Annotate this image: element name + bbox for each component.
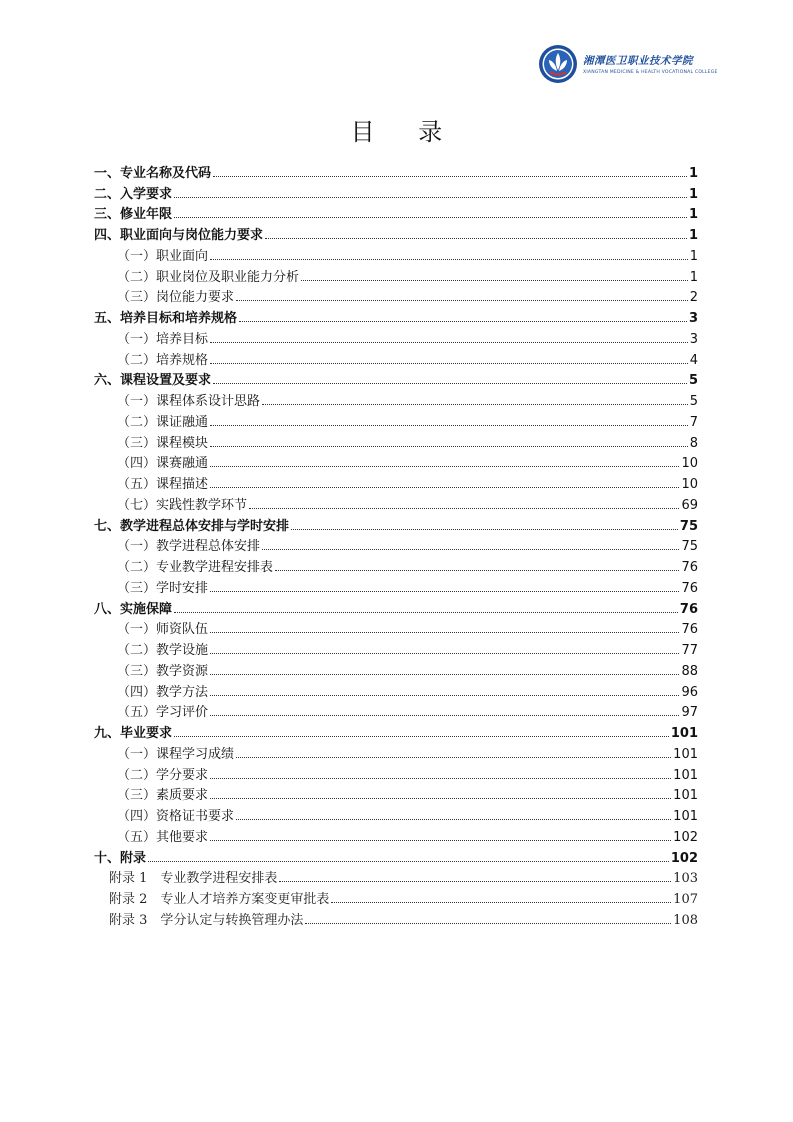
toc-entry[interactable] bbox=[94, 575, 698, 596]
toc-leader-dots bbox=[265, 238, 687, 239]
toc-entry-label: 三、修业年限 bbox=[94, 207, 173, 223]
toc-entry-label: （一）职业面向 bbox=[117, 248, 209, 264]
toc-entry[interactable] bbox=[94, 866, 698, 887]
toc-entry[interactable] bbox=[94, 637, 698, 658]
toc-entry[interactable] bbox=[94, 409, 698, 430]
toc-leader-dots bbox=[210, 425, 688, 426]
toc-leader-dots bbox=[249, 508, 679, 509]
toc-entry-label: 二、入学要求 bbox=[94, 186, 173, 202]
toc-leader-dots bbox=[210, 840, 671, 841]
toc-leader-dots bbox=[262, 404, 688, 405]
toc-entry[interactable] bbox=[94, 907, 698, 928]
toc-entry-page: 7 bbox=[689, 414, 698, 430]
toc-entry-page: 5 bbox=[688, 373, 698, 389]
toc-entry[interactable] bbox=[94, 181, 698, 202]
toc-leader-dots bbox=[210, 466, 679, 467]
toc-leader-dots bbox=[210, 259, 688, 260]
toc-entry[interactable] bbox=[94, 451, 698, 472]
toc-entry-page: 97 bbox=[681, 705, 698, 721]
toc-entry-page: 1 bbox=[689, 248, 698, 264]
toc-entry-label: （一）教学进程总体安排 bbox=[117, 539, 261, 555]
toc-entry[interactable] bbox=[94, 368, 698, 389]
toc-entry-page: 1 bbox=[688, 207, 698, 223]
toc-leader-dots bbox=[210, 632, 679, 633]
toc-entry[interactable] bbox=[94, 658, 698, 679]
toc-entry-page: 8 bbox=[689, 435, 698, 451]
toc-entry-page: 3 bbox=[688, 311, 698, 326]
toc-entry[interactable] bbox=[94, 347, 698, 368]
toc-entry-page: 76 bbox=[681, 560, 698, 575]
toc-leader-dots bbox=[236, 757, 671, 758]
toc-entry-page: 96 bbox=[681, 684, 698, 700]
toc-leader-dots bbox=[210, 363, 688, 364]
college-logo bbox=[538, 42, 718, 86]
toc-entry-page: 69 bbox=[681, 497, 698, 513]
toc-entry[interactable] bbox=[94, 762, 698, 783]
toc-entry-page: 101 bbox=[673, 788, 698, 804]
toc-entry[interactable] bbox=[94, 824, 698, 845]
toc-entry-page: 101 bbox=[670, 726, 698, 741]
toc-entry[interactable] bbox=[94, 741, 698, 762]
toc-entry-label: （四）资格证书要求 bbox=[117, 809, 235, 824]
toc-leader-dots bbox=[210, 778, 671, 779]
toc-entry-label: 十、附录 bbox=[94, 850, 147, 866]
toc-entry[interactable] bbox=[94, 845, 698, 866]
toc-entry-label: （三）教学资源 bbox=[117, 663, 209, 679]
toc-entry-label: （三）岗位能力要求 bbox=[117, 290, 235, 306]
toc-entry-label: 四、职业面向与岗位能力要求 bbox=[94, 228, 264, 243]
toc-entry-page: 107 bbox=[673, 892, 698, 907]
toc-entry-page: 101 bbox=[673, 767, 698, 783]
toc-entry-page: 102 bbox=[670, 850, 698, 866]
toc-entry-label: （二）培养规格 bbox=[117, 352, 209, 368]
toc-entry-label: 八、实施保障 bbox=[94, 601, 173, 617]
toc-leader-dots bbox=[305, 923, 671, 924]
toc-entry[interactable] bbox=[94, 554, 698, 575]
toc-entry-page: 101 bbox=[673, 746, 698, 762]
logo-chinese-name: 湘潭医卫职业技术学院 bbox=[583, 55, 693, 67]
toc-entry[interactable] bbox=[94, 471, 698, 492]
toc-entry-page: 76 bbox=[679, 601, 698, 617]
logo-english-name: XIANGTAN MEDICINE & HEALTH VOCATIONAL COLLEGE bbox=[583, 70, 718, 75]
toc-leader-dots bbox=[210, 715, 679, 716]
toc-entry-page: 4 bbox=[689, 352, 698, 368]
toc-entry-label: （二）教学设施 bbox=[117, 643, 209, 658]
toc-entry[interactable] bbox=[94, 534, 698, 555]
toc-entry-page: 1 bbox=[688, 228, 698, 243]
toc-entry-label: （二）学分要求 bbox=[117, 767, 209, 783]
toc-entry[interactable] bbox=[94, 492, 698, 513]
toc-entry[interactable] bbox=[94, 388, 698, 409]
toc-entry-label: 五、培养目标和培养规格 bbox=[94, 311, 238, 326]
toc-entry[interactable] bbox=[94, 700, 698, 721]
toc-entry[interactable] bbox=[94, 202, 698, 223]
toc-entry[interactable] bbox=[94, 513, 698, 534]
toc-entry-page: 5 bbox=[689, 394, 698, 409]
toc-entry-page: 77 bbox=[681, 643, 698, 658]
toc-entry-label: 七、教学进程总体安排与学时安排 bbox=[94, 518, 290, 534]
toc-leader-dots bbox=[210, 342, 688, 343]
toc-leader-dots bbox=[174, 197, 687, 198]
toc-leader-dots bbox=[174, 217, 687, 218]
toc-entry-label: 九、毕业要求 bbox=[94, 726, 173, 741]
toc-entry[interactable] bbox=[94, 596, 698, 617]
toc-leader-dots bbox=[210, 653, 679, 654]
toc-entry-label: 一、专业名称及代码 bbox=[94, 165, 212, 181]
toc-leader-dots bbox=[210, 695, 679, 696]
toc-entry-label: （五）其他要求 bbox=[117, 829, 209, 845]
toc-leader-dots bbox=[279, 881, 671, 882]
toc-leader-dots bbox=[210, 487, 679, 488]
toc-entry-page: 3 bbox=[689, 331, 698, 347]
toc-entry[interactable] bbox=[94, 617, 698, 638]
toc-entry-page: 10 bbox=[681, 477, 698, 492]
toc-leader-dots bbox=[213, 176, 687, 177]
toc-entry-label: 附录 3 学分认定与转换管理办法 bbox=[109, 912, 304, 928]
toc-leader-dots bbox=[148, 861, 669, 862]
toc-entry-label: （二）课证融通 bbox=[117, 414, 209, 430]
toc-entry[interactable] bbox=[94, 326, 698, 347]
toc-entry-page: 76 bbox=[681, 580, 698, 596]
toc-entry[interactable] bbox=[94, 222, 698, 243]
toc-entry-label: （三）学时安排 bbox=[117, 580, 209, 596]
toc-entry-label: （一）培养目标 bbox=[117, 331, 209, 347]
toc-leader-dots bbox=[236, 819, 671, 820]
toc-entry[interactable] bbox=[94, 720, 698, 741]
toc-leader-dots bbox=[210, 674, 679, 675]
toc-leader-dots bbox=[331, 902, 671, 903]
toc-leader-dots bbox=[210, 446, 688, 447]
toc-entry[interactable] bbox=[94, 160, 698, 181]
toc-entry-page: 75 bbox=[681, 539, 698, 555]
toc-entry[interactable] bbox=[94, 679, 698, 700]
toc-entry-page: 10 bbox=[681, 456, 698, 472]
college-emblem-icon bbox=[538, 44, 578, 84]
toc-entry[interactable] bbox=[94, 285, 698, 306]
toc-entry[interactable] bbox=[94, 783, 698, 804]
toc-leader-dots bbox=[210, 798, 671, 799]
toc-entry-page: 1 bbox=[688, 186, 698, 202]
toc-leader-dots bbox=[275, 570, 679, 571]
toc-entry-page: 1 bbox=[689, 269, 698, 285]
toc-leader-dots bbox=[236, 300, 688, 301]
toc-entry-page: 76 bbox=[681, 622, 698, 638]
toc-entry-label: （二）专业教学进程安排表 bbox=[117, 560, 274, 575]
toc-entry-page: 101 bbox=[673, 809, 698, 824]
toc-entry-page: 88 bbox=[681, 663, 698, 679]
toc-leader-dots bbox=[301, 280, 688, 281]
toc-entry[interactable] bbox=[94, 886, 698, 907]
toc-entry-label: （五）课程描述 bbox=[117, 477, 209, 492]
toc-leader-dots bbox=[174, 612, 678, 613]
toc-entry-label: （七）实践性教学环节 bbox=[117, 497, 248, 513]
table-of-contents bbox=[94, 160, 698, 928]
toc-leader-dots bbox=[262, 549, 679, 550]
toc-leader-dots bbox=[174, 736, 669, 737]
toc-leader-dots bbox=[239, 321, 687, 322]
toc-entry-label: （一）课程体系设计思路 bbox=[117, 394, 261, 409]
toc-entry-label: （三）素质要求 bbox=[117, 788, 209, 804]
toc-entry[interactable] bbox=[94, 305, 698, 326]
toc-entry-label: （一）课程学习成绩 bbox=[117, 746, 235, 762]
toc-entry-page: 2 bbox=[689, 290, 698, 306]
toc-entry[interactable] bbox=[94, 803, 698, 824]
toc-entry-label: （五）学习评价 bbox=[117, 705, 209, 721]
toc-entry-label: （一）师资队伍 bbox=[117, 622, 209, 638]
toc-entry-label: （二）职业岗位及职业能力分析 bbox=[117, 269, 300, 285]
toc-entry-page: 1 bbox=[688, 165, 698, 181]
toc-entry-label: （三）课程模块 bbox=[117, 435, 209, 451]
toc-entry-page: 103 bbox=[673, 871, 698, 887]
toc-entry[interactable] bbox=[94, 264, 698, 285]
toc-entry-label: （四）课赛融通 bbox=[117, 456, 209, 472]
toc-entry-page: 75 bbox=[679, 518, 698, 534]
toc-entry-page: 102 bbox=[673, 829, 698, 845]
toc-entry-label: 附录 1 专业教学进程安排表 bbox=[109, 871, 278, 887]
toc-entry-label: （四）教学方法 bbox=[117, 684, 209, 700]
toc-entry[interactable] bbox=[94, 243, 698, 264]
toc-entry[interactable] bbox=[94, 430, 698, 451]
toc-entry-page: 108 bbox=[673, 912, 698, 928]
toc-leader-dots bbox=[210, 591, 679, 592]
toc-entry-label: 附录 2 专业人才培养方案变更审批表 bbox=[109, 892, 330, 907]
toc-entry-label: 六、课程设置及要求 bbox=[94, 373, 212, 389]
toc-leader-dots bbox=[291, 529, 678, 530]
toc-leader-dots bbox=[213, 383, 687, 384]
page-title: 目 录 bbox=[350, 118, 461, 146]
